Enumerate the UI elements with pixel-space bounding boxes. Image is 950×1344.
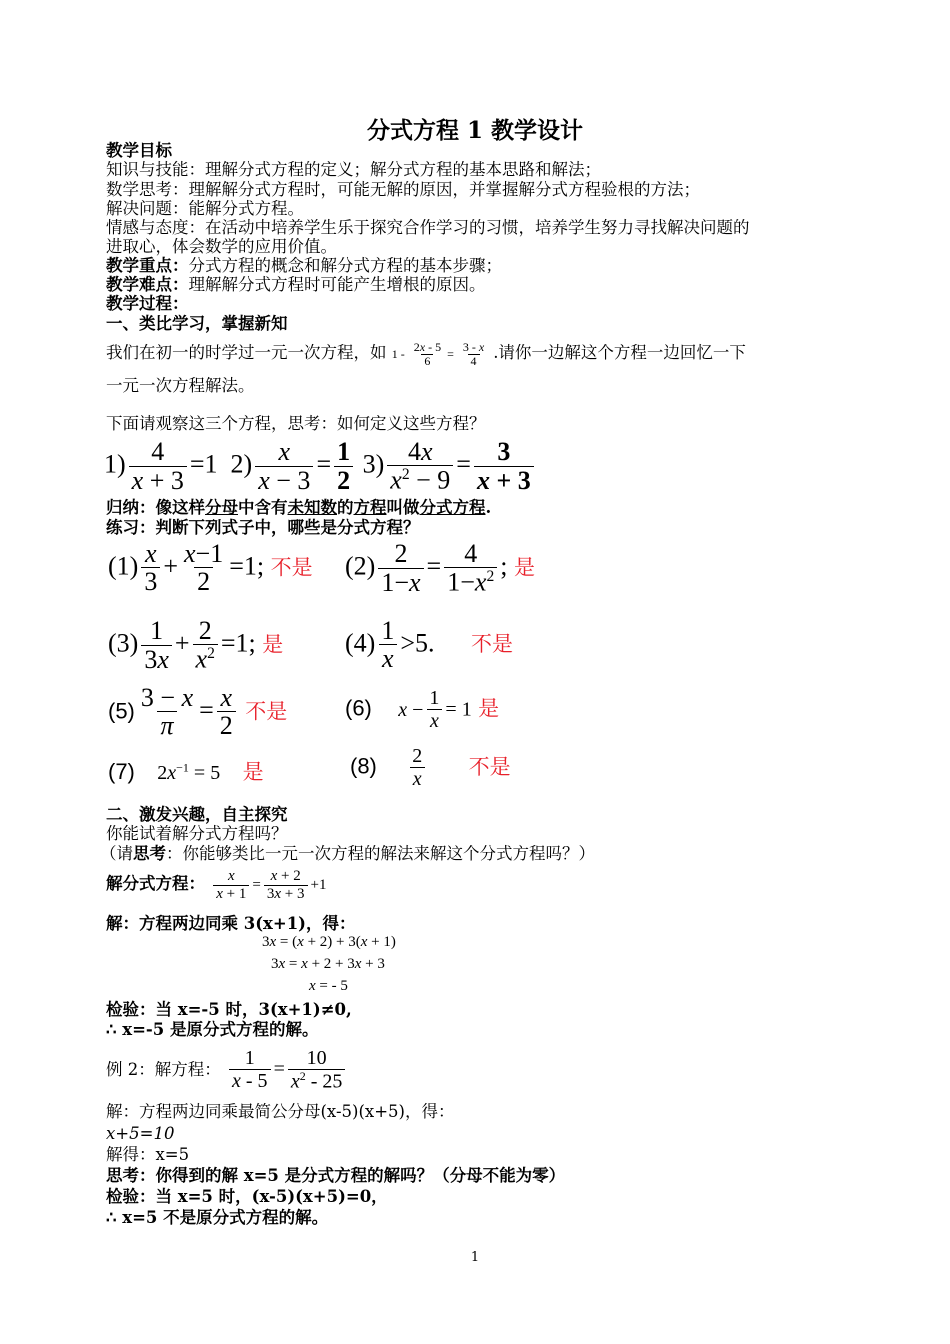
label-7: (7) <box>108 759 135 784</box>
check-2: 检验：当 x=5 时，(x-5)(x+5)=0， <box>106 1187 388 1206</box>
check-1: 检验：当 x=-5 时，3(x+1)≠0, <box>106 1000 352 1019</box>
conclusion-1: ∴ x=-5 是原分式方程的解。 <box>106 1020 319 1039</box>
q2-part-b: 思考 <box>133 844 166 863</box>
key-point <box>106 256 502 276</box>
solution-step1: 解：方程两边同乘 3(x+1)，得： <box>106 914 356 933</box>
goals-heading: 教学目标 <box>106 141 172 160</box>
key-point-label: 教学重点： <box>106 256 189 275</box>
process-heading: 教学过程： <box>106 294 189 313</box>
q2-part-a: （请 <box>100 844 133 863</box>
section2-q1: 你能试着解分式方程吗？ <box>106 824 288 843</box>
goal-emotion-line1: 情感与态度：在活动中培养学生乐于探究合作学习的习惯，培养学生努力寻找解决问题的 <box>106 218 750 237</box>
intro-text-pre: 我们在初一的时学过一元一次方程，如 <box>106 343 387 362</box>
section1-intro <box>106 336 746 371</box>
answer-8: 不是 <box>468 754 511 779</box>
answer-2: 是 <box>513 555 535 580</box>
conclude-part-e: 的 <box>337 498 354 517</box>
conclude-part-b: 分母 <box>205 498 238 517</box>
exercise-6: (6) x − $\frac{1}{x}$ = 1 是 <box>345 687 500 732</box>
conclude-part-g: 叫做 <box>386 498 420 517</box>
label-4: (4) <box>345 628 376 658</box>
exercise-5: (5) $\frac{3 - x}{\pi}$ = $\frac{x}{2}$ 不是 <box>108 683 288 741</box>
q2-part-c: ：你能够类比一元一次方程的解法来解这个分式方程吗？） <box>166 844 595 863</box>
three-equations: 1) $\frac{4}{x + 3}$ =1 2) $\frac{x}{x - 3}$ = $\frac{1}{2}$ 3) $\frac{4x}{x^2 - 9}$ = $\frac{3}{x + 3}$ <box>104 438 537 496</box>
conclude-part-c: 中含有 <box>238 498 288 517</box>
conclude-part-f: 方程 <box>353 498 387 517</box>
conclusion-definition <box>106 498 491 518</box>
conclude-part-i: . <box>485 498 492 517</box>
label-3: (3) <box>108 628 139 658</box>
example-2: 例 2：解方程： $\frac{1}{x - 5}$ = $\frac{10}{x^2 - 25}$ <box>106 1040 348 1099</box>
exercise-2: (2) $\frac{2}{1-x}$ = $\frac{4}{1-x^2}$ ; 是 <box>345 539 535 597</box>
conclude-part-d: 未知数 <box>287 498 337 517</box>
exercise-4: (4) $\frac{1}{x}$ >5. 不是 <box>345 616 513 674</box>
label-8: (8) <box>350 753 377 779</box>
difficulty-label: 教学难点： <box>106 275 189 294</box>
derivation-line2: 3x = x + 2 + 3x + 3 <box>271 956 385 972</box>
difficulty-text: 理解解分式方程时可能产生增根的原因。 <box>188 275 486 294</box>
conclude-part-h: 分式方程 <box>419 498 486 517</box>
think-question: 思考：你得到的解 x=5 是分式方程的解吗？（分母不能为零） <box>106 1166 566 1185</box>
intro-line2: 一元一次方程解法。 <box>106 376 255 395</box>
exercise-prompt: 练习：判断下列式子中，哪些是分式方程？ <box>106 518 420 537</box>
example-equation-1: 1 - $\frac{2x - 5}{6}$ = $\frac{3 - x}{4}$ <box>391 340 485 368</box>
key-point-text: 分式方程的概念和解分式方程的基本步骤； <box>188 256 502 275</box>
goal-knowledge: 知识与技能：理解分式方程的定义；解分式方程的基本思路和解法； <box>106 160 601 179</box>
difficulty <box>106 275 486 295</box>
observe-text: 下面请观察这三个方程，思考：如何定义这些方程？ <box>106 414 486 433</box>
answer-4: 不是 <box>471 632 513 657</box>
goal-thinking: 数学思考：理解解分式方程时，可能无解的原因，并掌握解分式方程验根的方法； <box>106 180 700 199</box>
section2-q2 <box>100 844 595 864</box>
equation-line-a: x+5=10 <box>106 1124 175 1143</box>
section2-heading: 二、激发兴趣，自主探究 <box>106 805 288 824</box>
exercise-1: (1) $\frac{x}{3}$ + $\frac{x-1}{2}$ =1; 不是 <box>108 539 313 597</box>
label-6: (6) <box>345 695 372 721</box>
solve-label: 解分式方程： <box>106 874 205 893</box>
section1-heading: 一、类比学习，掌握新知 <box>106 314 288 333</box>
label-5: (5) <box>108 698 135 724</box>
derivation-line1: 3x = (x + 2) + 3(x + 1) <box>262 934 396 950</box>
intro-text-post: .请你一边解这个方程一边回忆一下 <box>493 343 746 362</box>
goal-emotion-line2: 进取心，体会数学的应用价值。 <box>106 237 337 256</box>
exercise-3: (3) $\frac{1}{3x}$ + $\frac{2}{x^2}$ =1; 是 <box>108 616 284 674</box>
page-number: 1 <box>470 1250 480 1265</box>
conclusion-2: ∴ x=5 不是原分式方程的解。 <box>106 1208 329 1227</box>
solution-step2: 解：方程两边同乘最简公分母(x-5)(x+5)，得： <box>106 1102 455 1121</box>
answer-5: 不是 <box>245 699 288 724</box>
page-title: 分式方程 1 教学设计 <box>366 117 584 144</box>
label-1: (1) <box>108 551 139 581</box>
answer-1: 不是 <box>270 555 313 580</box>
answer-3: 是 <box>262 632 284 657</box>
answer-6: 是 <box>478 696 500 721</box>
exercise-7: (7) $2x^{-1} = 5$ 是 <box>108 759 264 784</box>
answer-7: 是 <box>242 760 264 784</box>
example2-label: 例 2：解方程： <box>106 1060 221 1079</box>
conclude-part-a: 归纳：像这样 <box>106 498 205 517</box>
derivation-line3: x = - 5 <box>309 978 348 994</box>
goal-problem: 解决问题：能解分式方程。 <box>106 199 304 218</box>
solve-equation-1: 解分式方程： $\frac{x}{x + 1}$ = $\frac{x + 2}{3x + 3}$ +1 <box>106 867 327 902</box>
exercise-8: (8) $\frac{2}{x}$ 不是 <box>350 745 511 790</box>
equation-line-b: 解得：x=5 <box>106 1145 190 1164</box>
label-2: (2) <box>345 551 376 581</box>
